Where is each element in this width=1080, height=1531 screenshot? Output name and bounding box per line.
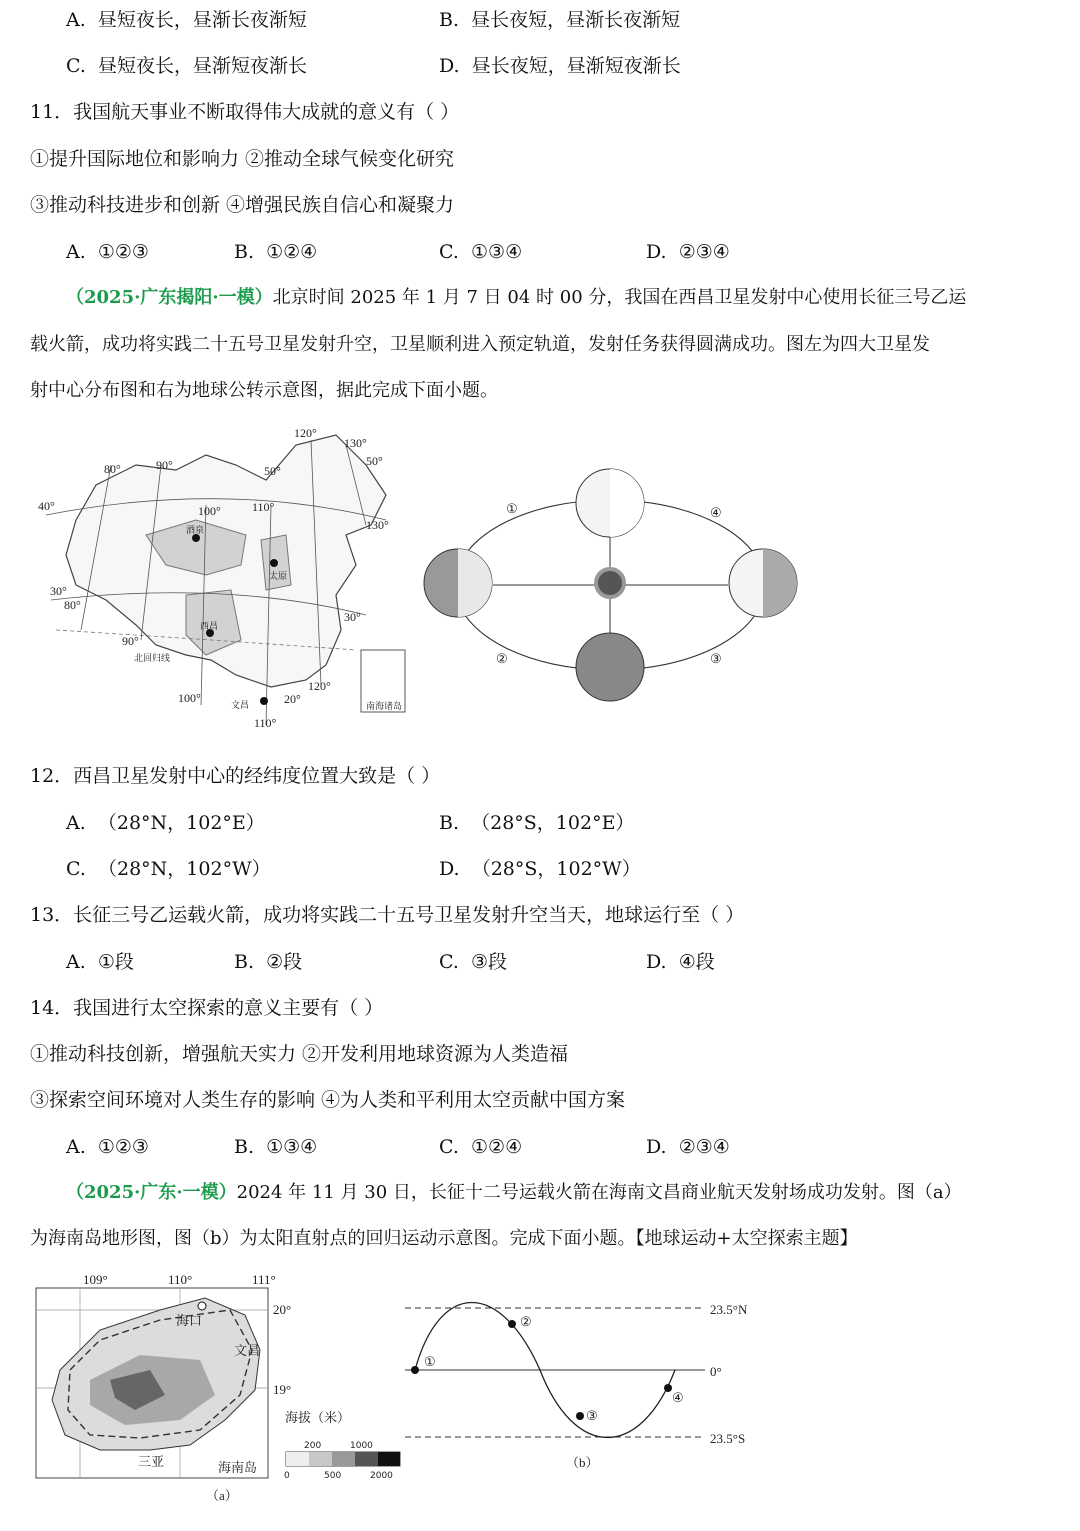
haikou-label: 海口 bbox=[176, 1313, 203, 1328]
q12-option-b: B. （28°S，102°E） bbox=[439, 812, 635, 834]
earth-revolution-diagram bbox=[418, 455, 808, 705]
segment-2-label: ② bbox=[496, 651, 508, 666]
q14-items-1: ①推动科技创新，增强航天实力 ②开发利用地球资源为人类造福 bbox=[30, 1043, 569, 1065]
point-1 bbox=[411, 1366, 419, 1374]
legend-2000: 2000 bbox=[370, 1471, 393, 1481]
map-lon-110: 110° bbox=[252, 500, 275, 514]
site-wenchang-marker bbox=[260, 697, 268, 705]
segment-1-label: ① bbox=[506, 501, 518, 516]
passage1-line2: 载火箭，成功将实践二十五号卫星发射升空，卫星顺利进入预定轨道，发射任务获得圆满成功。图左为四大卫星发 bbox=[30, 334, 930, 355]
map-a-lat-20-label: 20° bbox=[273, 1302, 292, 1317]
segment-4-label: ④ bbox=[710, 505, 722, 520]
q12-option-c: C. （28°N，102°W） bbox=[66, 858, 271, 880]
legend-band-3 bbox=[332, 1452, 355, 1466]
passage1-line3: 射中心分布图和右为地球公转示意图，据此完成下面小题。 bbox=[30, 380, 498, 401]
q10-option-c: C. 昼短夜长，昼渐短夜渐长 bbox=[66, 55, 308, 77]
legend-band-1 bbox=[286, 1452, 309, 1466]
map-lon-80: 80° bbox=[104, 462, 121, 476]
legend-band-4 bbox=[355, 1452, 378, 1466]
china-launch-sites-map bbox=[36, 425, 416, 735]
label-0: 0° bbox=[710, 1364, 722, 1379]
point-3-label: ③ bbox=[586, 1408, 598, 1423]
passage1-line1: （2025·广东揭阳·一模）北京时间 2025 年 1 月 7 日 04 时 00 分，我国在西昌卫星发射中心使用长征三号乙运 bbox=[66, 287, 967, 308]
earth-left-day bbox=[458, 549, 492, 617]
q14-option-b: B. ①③④ bbox=[234, 1136, 318, 1158]
point-2-label: ② bbox=[520, 1314, 532, 1329]
q10-option-d: D. 昼长夜短，昼渐短夜渐长 bbox=[439, 55, 681, 77]
site-wenchang-label: 文昌 bbox=[231, 701, 250, 711]
point-4 bbox=[664, 1384, 672, 1392]
map-a-lat-19-label: 19° bbox=[273, 1382, 292, 1397]
site-taiyuan-marker bbox=[270, 559, 278, 567]
map-lat-30-left: 30° bbox=[50, 584, 67, 598]
label-23-5-s: 23.5°S bbox=[710, 1431, 746, 1446]
tropic-label: 北回归线 bbox=[134, 654, 171, 664]
map-lon-100: 100° bbox=[198, 504, 221, 518]
map-lat-20: 20° bbox=[284, 692, 301, 706]
q11-stem: 11．我国航天事业不断取得伟大成就的意义有（ ） bbox=[30, 101, 460, 123]
point-2 bbox=[508, 1320, 516, 1328]
sun bbox=[596, 569, 624, 597]
map-lon-120-top: 120° bbox=[294, 426, 317, 440]
label-23-5-n: 23.5°N bbox=[710, 1302, 748, 1317]
legend-band-5 bbox=[378, 1452, 400, 1466]
point-4-label: ④ bbox=[672, 1390, 684, 1405]
map-lon-120-bottom: 120° bbox=[308, 679, 331, 693]
map-lat-50-left: 50° bbox=[264, 464, 281, 478]
point-1-label: ① bbox=[424, 1354, 436, 1369]
legend-title: 海拔（米） bbox=[285, 1410, 351, 1425]
chart-b-caption: （b） bbox=[566, 1455, 599, 1470]
map-lon-80-bottom: 80° bbox=[64, 598, 81, 612]
legend-500: 500 bbox=[324, 1471, 342, 1481]
q11-option-b: B. ①②④ bbox=[234, 241, 318, 263]
q10-option-b: B. 昼长夜短，昼渐长夜渐短 bbox=[439, 9, 681, 31]
earth-bottom bbox=[576, 633, 644, 701]
q12-option-a: A. （28°N，102°E） bbox=[66, 812, 265, 834]
map-lon-90-bottom: 90° bbox=[122, 634, 139, 648]
passage2-line2: 为海南岛地形图，图（b）为太阳直射点的回归运动示意图。完成下面小题。【地球运动+太空探索主题】 bbox=[30, 1228, 858, 1249]
map-lon-90: 90° bbox=[156, 458, 173, 472]
hainan-terrain-map bbox=[30, 1270, 410, 1505]
q14-stem: 14．我国进行太空探索的意义主要有（ ） bbox=[30, 997, 384, 1019]
segment-3-label: ③ bbox=[710, 651, 722, 666]
site-xichang-label: 西昌 bbox=[200, 622, 219, 632]
q12-option-d: D. （28°S，102°W） bbox=[439, 858, 641, 880]
q14-option-d: D. ②③④ bbox=[646, 1136, 730, 1158]
site-taiyuan-label: 太原 bbox=[269, 572, 288, 582]
legend-0: 0 bbox=[284, 1471, 290, 1481]
map-a-lon-109-label: 109° bbox=[83, 1272, 108, 1287]
q10-option-a: A. 昼短夜长，昼渐长夜渐短 bbox=[66, 9, 307, 31]
q13-option-d: D. ④段 bbox=[646, 951, 715, 973]
q11-items-1: ①提升国际地位和影响力 ②推动全球气候变化研究 bbox=[30, 148, 455, 170]
q11-option-d: D. ②③④ bbox=[646, 241, 730, 263]
q11-items-2: ③推动科技进步和创新 ④增强民族自信心和凝聚力 bbox=[30, 194, 455, 216]
wenchang-label: 文昌 bbox=[234, 1343, 261, 1358]
passage2-line1: （2025·广东·一模）2024 年 11 月 30 日，长征十二号运载火箭在海南文昌商业航天发射场成功发射。图（a） bbox=[66, 1182, 962, 1203]
map-a-caption: （a） bbox=[206, 1488, 238, 1503]
site-jiuquan-label: 酒泉 bbox=[186, 526, 205, 536]
q11-option-c: C. ①③④ bbox=[439, 241, 523, 263]
legend-band-2 bbox=[309, 1452, 332, 1466]
map-lon-100-bottom: 100° bbox=[178, 691, 201, 705]
q13-stem: 13．长征三号乙运载火箭，成功将实践二十五号卫星发射升空当天，地球运行至（ ） bbox=[30, 904, 745, 926]
q12-stem: 12．西昌卫星发射中心的经纬度位置大致是（ ） bbox=[30, 765, 441, 787]
map-lat-40: 40° bbox=[38, 499, 55, 513]
earth-right-night bbox=[763, 549, 797, 617]
q11-option-a: A. ①②③ bbox=[66, 241, 149, 263]
map-lon-130-top: 130° bbox=[344, 436, 367, 450]
map-a-lon-111-label: 111° bbox=[252, 1272, 276, 1287]
map-lat-30-right: 30° bbox=[344, 610, 361, 624]
passage1-source: （2025·广东揭阳·一模） bbox=[66, 287, 273, 308]
haikou-marker bbox=[198, 1302, 206, 1310]
earth-top-day bbox=[610, 469, 644, 537]
map-lat-50-right: 50° bbox=[366, 454, 383, 468]
point-3 bbox=[576, 1412, 584, 1420]
map-lon-110-bottom: 110° bbox=[254, 716, 277, 730]
legend-1000: 1000 bbox=[350, 1441, 373, 1451]
sun-migration-diagram bbox=[400, 1290, 780, 1475]
map-a-lon-110-label: 110° bbox=[168, 1272, 193, 1287]
map-lon-130-right: 130° bbox=[366, 518, 389, 532]
q14-option-a: A. ①②③ bbox=[66, 1136, 149, 1158]
passage2-source: （2025·广东·一模） bbox=[66, 1182, 237, 1203]
inset-label: 南海诸岛 bbox=[366, 702, 403, 712]
q13-option-b: B. ②段 bbox=[234, 951, 303, 973]
q13-option-c: C. ③段 bbox=[439, 951, 508, 973]
q14-option-c: C. ①②④ bbox=[439, 1136, 523, 1158]
q14-items-2: ③探索空间环境对人类生存的影响 ④为人类和平利用太空贡献中国方案 bbox=[30, 1089, 626, 1111]
q13-option-a: A. ①段 bbox=[66, 951, 134, 973]
hainan-island-label: 海南岛 bbox=[218, 1460, 258, 1475]
legend-200: 200 bbox=[304, 1441, 322, 1451]
sanya-label: 三亚 bbox=[138, 1454, 165, 1469]
